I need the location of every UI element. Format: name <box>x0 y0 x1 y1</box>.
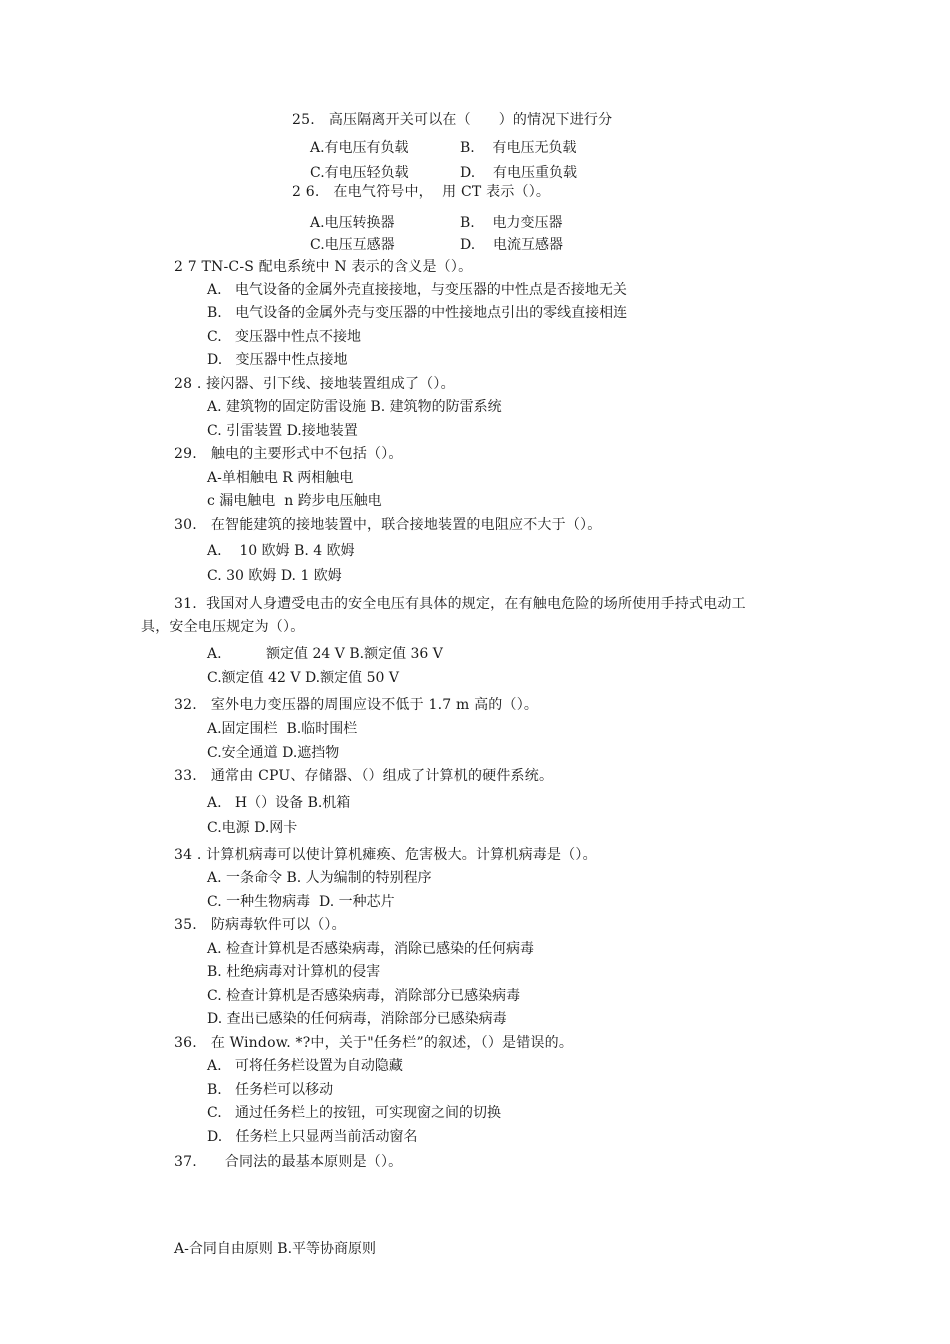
question-26-stem: 2 6. 在电气符号中， 用 CT 表示（）。 <box>292 184 551 200</box>
question-33-options-ab: A. H（）设备 B.机箱 <box>207 795 351 811</box>
question-35-stem: 35. 防病毒软件可以（）。 <box>174 917 346 933</box>
question-28-options-ab: A. 建筑物的固定防雷设施 B. 建筑物的防雷系统 <box>207 399 502 415</box>
question-31-options-cd: C.额定值 42 V D.额定值 50 V <box>207 670 399 686</box>
question-26-option-d: D. 电流互感器 <box>460 237 563 253</box>
question-27-option-c: C. 变压器中性点不接地 <box>207 329 362 345</box>
question-35-option-c: C. 检查计算机是否感染病毒，消除部分已感染病毒 <box>207 988 521 1004</box>
question-27-stem: 2 7 TN-C-S 配电系统中 N 表示的含义是（）。 <box>174 259 473 275</box>
question-28-stem: 28 . 接闪器、引下线、接地装置组成了（）。 <box>174 376 455 392</box>
question-36-stem: 36. 在 Window. *?中，关于"任务栏”的叙述，（）是错误的。 <box>174 1035 574 1051</box>
question-26-option-b: B. 电力变压器 <box>460 215 563 231</box>
question-34-options-cd: C. 一种生物病毒 D. 一种芯片 <box>207 894 395 910</box>
question-36-option-d: D. 任务栏上只显两当前活动窗名 <box>207 1129 418 1145</box>
question-25-option-c: C.有电压轻负载 <box>310 165 409 181</box>
question-35-option-d: D. 查出已感染的任何病毒，消除部分已感染病毒 <box>207 1011 507 1027</box>
question-27-option-d: D. 变压器中性点接地 <box>207 352 348 368</box>
question-35-option-b: B. 杜绝病毒对计算机的侵害 <box>207 964 381 980</box>
question-25-option-b: B. 有电压无负载 <box>460 140 577 156</box>
question-25-stem: 25. 高压隔离开关可以在（ ）的情况下进行分 <box>292 112 613 128</box>
question-29-options-cd: c 漏电触电 n 跨步电压触电 <box>207 493 382 509</box>
question-26-option-c: C.电压互感器 <box>310 237 395 253</box>
question-32-stem: 32. 室外电力变压器的周围应设不低于 1.7 m 高的（）。 <box>174 697 539 713</box>
question-31-options-ab: A. 额定值 24 V B.额定值 36 V <box>207 646 443 662</box>
question-26-option-a: A.电压转换器 <box>310 215 395 231</box>
question-30-options-ab: A. 10 欧姆 B. 4 欧姆 <box>207 543 355 559</box>
question-34-stem: 34 . 计算机病毒可以使计算机瘫痪、危害极大。计算机病毒是（）。 <box>174 847 597 863</box>
question-30-stem: 30. 在智能建筑的接地装置中，联合接地装置的电阻应不大于（）。 <box>174 517 602 533</box>
question-32-options-cd: C.安全通道 D.遮挡物 <box>207 745 340 761</box>
question-34-options-ab: A. 一条命令 B. 人为编制的特别程序 <box>207 870 432 886</box>
question-31-stem-line-1: 31. 我国对人身遭受电击的安全电压有具体的规定，在有触电危险的场所使用手持式电动工 <box>174 596 746 612</box>
question-27-option-b: B. 电气设备的金属外壳与变压器的中性接地点引出的零线直接相连 <box>207 305 628 321</box>
question-33-options-cd: C.电源 D.网卡 <box>207 820 298 836</box>
question-25-option-d: D. 有电压重负载 <box>460 165 577 181</box>
question-35-option-a: A. 检查计算机是否感染病毒，消除已感染的任何病毒 <box>207 941 535 957</box>
question-37-stem: 37. 合同法的最基本原则是（）。 <box>174 1154 403 1170</box>
question-29-options-ab: A-单相触电 R 两相触电 <box>207 470 354 486</box>
question-28-options-cd: C. 引雷装置 D.接地装置 <box>207 423 358 439</box>
question-36-option-b: B. 任务栏可以移动 <box>207 1082 334 1098</box>
question-32-options-ab: A.固定围栏 B.临时围栏 <box>207 721 358 737</box>
question-37-options-ab: A-合同自由原则 B.平等协商原则 <box>174 1241 377 1257</box>
question-36-option-c: C. 通过任务栏上的按钮，可实现窗之间的切换 <box>207 1105 502 1121</box>
question-30-options-cd: C. 30 欧姆 D. 1 欧姆 <box>207 568 342 584</box>
question-33-stem: 33. 通常由 CPU、存储器、（）组成了计算机的硬件系统。 <box>174 768 554 784</box>
question-36-option-a: A. 可将任务栏设置为自动隐藏 <box>207 1058 403 1074</box>
question-25-option-a: A.有电压有负载 <box>310 140 409 156</box>
question-29-stem: 29. 触电的主要形式中不包括（）。 <box>174 446 403 462</box>
question-31-stem-line-2: 具，安全电压规定为（）。 <box>141 619 305 635</box>
question-27-option-a: A. 电气设备的金属外壳直接接地，与变压器的中性点是否接地无关 <box>207 282 627 298</box>
